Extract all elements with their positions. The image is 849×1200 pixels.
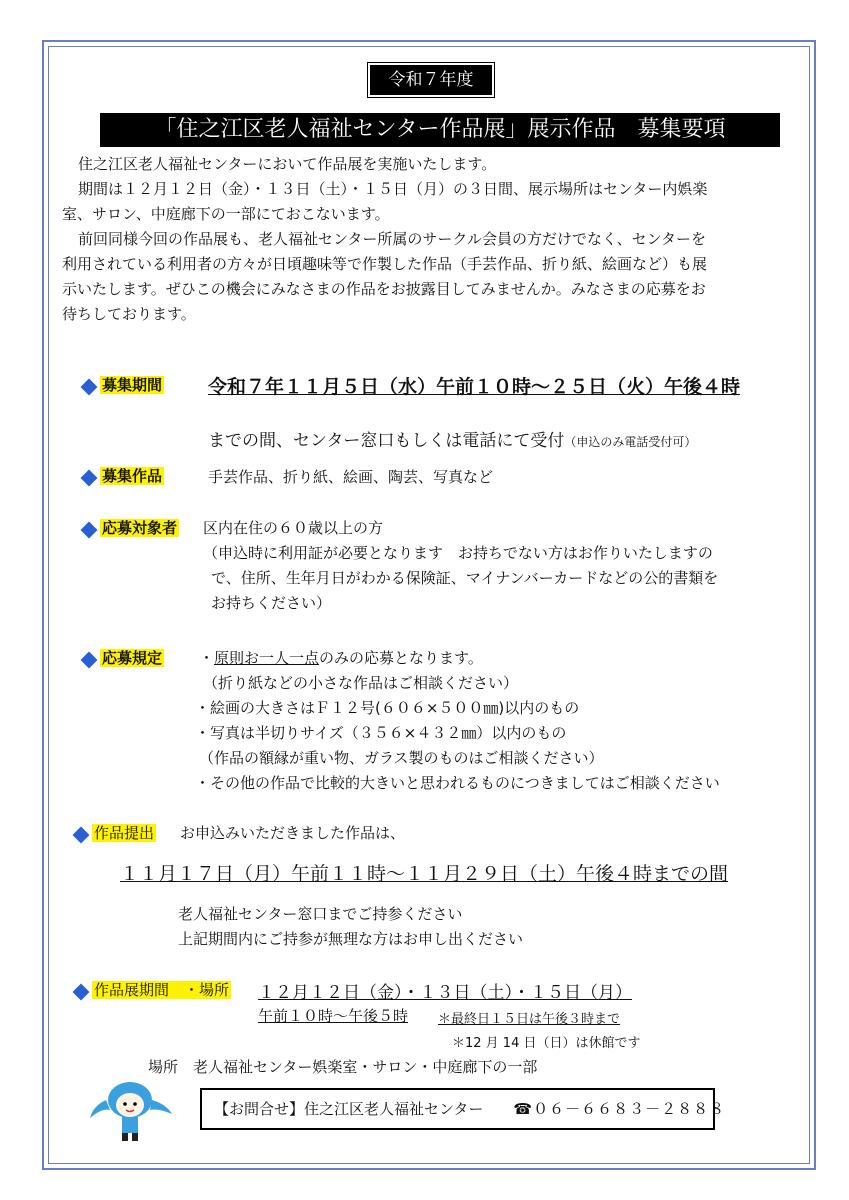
exhibition-dates: １２月１２日（金）・１３日（土）・１５日（月） (258, 983, 632, 1003)
eligibility-label: 応募対象者 (102, 519, 178, 537)
intro-p3d: 待ちしております。 (62, 305, 196, 323)
rules-r4: ・その他の作品で比較的大きいと思われるものにつきましてはご相談ください (195, 774, 720, 792)
intro-p3a: 前回同様今回の作品展も、老人福祉センター所属のサークル会員の方だけでなく、センターを (78, 230, 707, 248)
contact-box (200, 1088, 726, 1130)
rules-label: 応募規定 (102, 649, 163, 667)
exhibition-label: 作品展期間 ・場所 (94, 981, 230, 999)
contact-phone: ☎０６－６６８３－２８８８ (513, 1100, 726, 1118)
contact-label: 【お問合せ】住之江区老人福祉センター (214, 1100, 484, 1118)
recruit-period-note: までの間、センター窓口もしくは電話にて受付（申込のみ電話受付可） (208, 431, 697, 451)
recruit-period-value: 令和７年１１月５日（水）午前１０時～２５日（火）午後４時 (208, 376, 741, 398)
intro-p3c: 示いたします。ぜひこの機会にみなさまの作品をお披露目してみませんか。みなさまの応募をお (62, 280, 706, 298)
submission-period: １１月１７日（月）午前１１時～１１月２９日（土）午後４時までの間 (120, 863, 729, 885)
rules-r3-note: （作品の額縁が重い物、ガラス製のものはご相談ください） (199, 749, 604, 767)
submission-line2: 上記期間内にご持参が無理な方はお申し出ください (178, 930, 524, 948)
mascot-illustration (88, 1078, 183, 1148)
rules-r2: ・絵画の大きさはＦ１２号(６０６×５００㎜)以内のもの (195, 699, 580, 717)
year-banner: 令和７年度 (370, 65, 492, 95)
intro-p2b: 室、サロン、中庭廊下の一部にておこないます。 (62, 205, 390, 223)
works-label: 募集作品 (102, 467, 163, 485)
submission-label: 作品提出 (94, 824, 155, 842)
page-title: 「住之江区老人福祉センター作品展」展示作品 募集要項 (100, 113, 780, 147)
rules-r1: ・原則お一人一点のみの応募となります。 (199, 649, 483, 667)
eligibility-line2: （申込時に利用証が必要となります お持ちでない方はお作りいたしますの (203, 544, 713, 562)
rules-r3: ・写真は半切りサイズ（３５６×４３２㎜）以内のもの (195, 724, 567, 742)
submission-lead: お申込みいただきました作品は、 (180, 824, 406, 842)
exhibition-note2: ＊12 月 14 日（日）は休館です (452, 1036, 641, 1051)
intro-p1: 住之江区老人福祉センターにおいて作品展を実施いたします。 (78, 155, 497, 173)
rules-r1-note: （折り紙などの小さな作品はご相談ください） (203, 674, 519, 692)
exhibition-note1: ＊最終日１５日は午後３時まで (438, 1012, 621, 1027)
works-value: 手芸作品、折り紙、絵画、陶芸、写真など (208, 468, 494, 486)
intro-p3b: 利用されている利用者の方々が日頃趣味等で作製した作品（手芸作品、折り紙、絵画など）も展 (62, 255, 708, 273)
submission-line1: 老人福祉センター窓口までご持参ください (178, 905, 463, 923)
eligibility-line4: お持ちください） (211, 594, 332, 612)
exhibition-hours: 午前１０時～午後５時 (258, 1007, 409, 1025)
intro-p2a: 期間は１２月１２日（金）・１３日（土）・１５日（月）の３日間、展示場所はセンター内娯楽 (78, 180, 708, 198)
exhibition-place: 場所 老人福祉センター娯楽室・サロン・中庭廊下の一部 (148, 1058, 538, 1076)
eligibility-value: 区内在住の６０歳以上の方 (203, 519, 384, 537)
recruit-period-label: 募集期間 (102, 376, 163, 394)
eligibility-line3: で、住所、生年月日がわかる保険証、マイナンバーカードなどの公的書類を (211, 569, 719, 587)
